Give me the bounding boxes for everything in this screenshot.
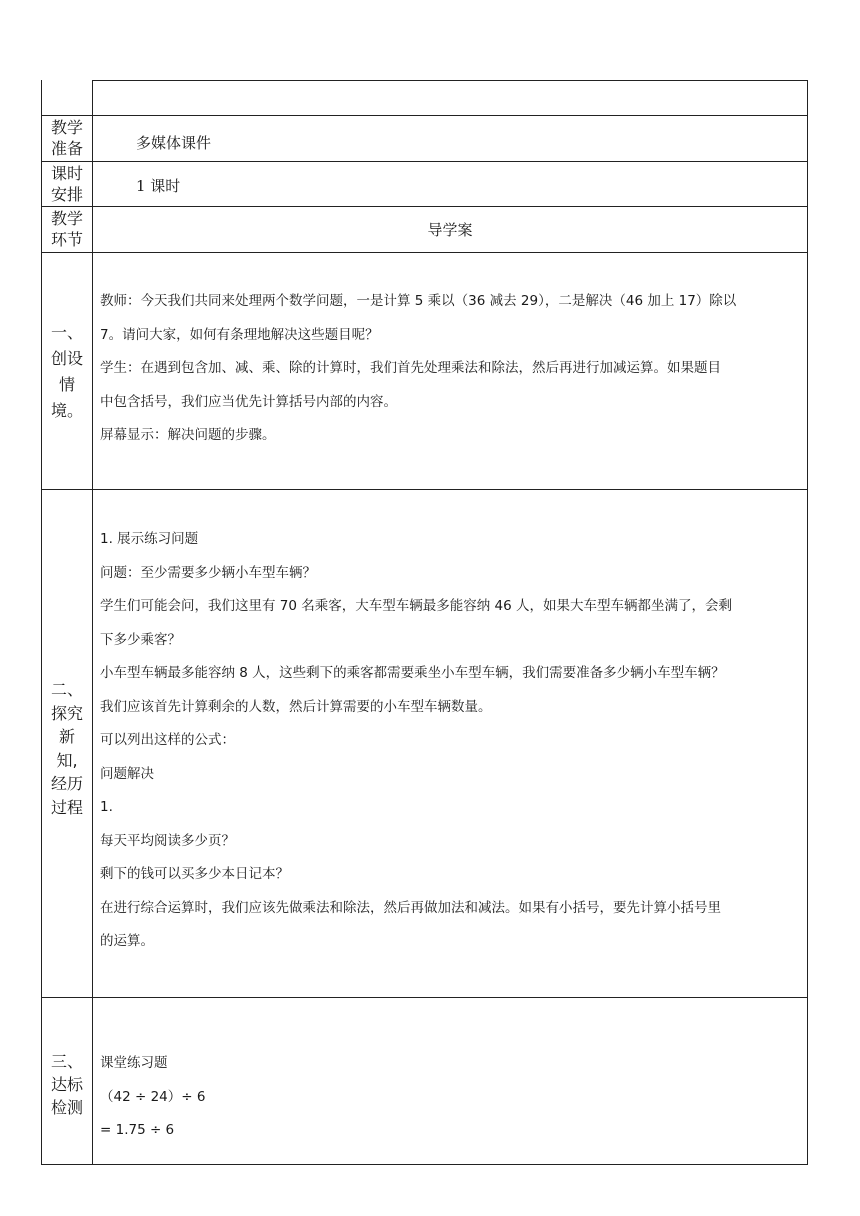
section2-label-line: 探究 (50, 703, 83, 723)
row-rule (42, 206, 807, 207)
section2-line: 1. (100, 799, 113, 815)
row-rule (42, 252, 807, 253)
hours-label-line: 安排 (50, 185, 83, 204)
section1-line: 中包含括号，我们应当优先计算括号内部的内容。 (100, 393, 397, 410)
section2-line: 剩下的钱可以买多少本日记本？ (100, 866, 289, 882)
section1-label-line: 情 (58, 375, 75, 394)
section1-label-line: 一、 (50, 323, 83, 342)
prep-label-line: 准备 (50, 139, 83, 158)
section2-line: 问题解决 (100, 765, 154, 782)
section1-content (100, 285, 801, 453)
row-rule (42, 161, 807, 162)
plan-header: 导学案 (427, 221, 473, 239)
section3-line: （42 ÷ 24）÷ 6 (100, 1088, 206, 1105)
section2-line: 每天平均阅读多少页？ (100, 832, 235, 849)
section2-label-line: 过程 (50, 797, 83, 817)
section2-content (100, 523, 801, 959)
section2-line: 问题：至少需要多少辆小车型车辆？ (100, 564, 316, 581)
section3-content (100, 1047, 801, 1148)
section1-label (42, 320, 92, 424)
section2-line: 1. 展示练习问题 (100, 531, 199, 547)
section1-line: 教师：今天我们共同来处理两个数学问题，一是计算 5 乘以（36 减去 29），二是解决（46 加上 17）除以 (100, 293, 737, 309)
section2-label-line: 知, (56, 750, 78, 770)
stage-label (42, 208, 92, 250)
prep-label-line: 教学 (50, 118, 83, 137)
row-rule (42, 489, 807, 490)
row-rule (92, 80, 807, 81)
section2-label-line: 二、 (50, 680, 83, 699)
lesson-plan-table (41, 80, 808, 1165)
section2-line: 我们应该首先计算剩余的人数，然后计算需要的小车型车辆数量。 (100, 698, 492, 715)
stage-label-line: 教学 (50, 209, 83, 228)
section2-line: 可以列出这样的公式： (100, 732, 235, 748)
section3-label (42, 1050, 92, 1119)
section3-label-line: 达标 (50, 1075, 83, 1094)
section1-label-line: 境。 (50, 401, 83, 420)
section2-line: 的运算。 (100, 933, 154, 949)
section2-label-line: 新 (58, 727, 75, 746)
section1-label-line: 创设 (50, 349, 83, 368)
section3-label-line: 三、 (50, 1052, 83, 1071)
prep-label (42, 117, 92, 159)
hours-label (42, 163, 92, 205)
section1-line: 屏幕显示：解决问题的步骤。 (100, 427, 276, 443)
prep-content: 多媒体课件 (136, 134, 212, 152)
hours-content: 1 课时 (136, 177, 181, 195)
section2-label-line: 经历 (50, 774, 83, 793)
hours-label-line: 课时 (50, 164, 83, 183)
section3-label-line: 检测 (50, 1098, 83, 1117)
stage-label-line: 环节 (50, 230, 83, 249)
section2-line: 小车型车辆最多能容纳 8 人，这些剩下的乘客都需要乘坐小车型车辆，我们需要准备多少辆小车型车辆？ (100, 665, 725, 681)
row-rule (42, 997, 807, 998)
section3-line: = 1.75 ÷ 6 (100, 1122, 175, 1138)
section2-line: 下多少乘客？ (100, 631, 181, 648)
section2-line: 在进行综合运算时，我们应该先做乘法和除法，然后再做加法和减法。如果有小括号，要先计算小括号里 (100, 899, 721, 916)
section2-line: 学生们可能会问，我们这里有 70 名乘客，大车型车辆最多能容纳 46 人，如果大车型车辆都坐满了，会剩 (100, 598, 733, 614)
section2-label (42, 678, 92, 819)
row-rule (42, 115, 807, 116)
column-divider (92, 80, 93, 1164)
section1-line: 学生：在遇到包含加、减、乘、除的计算时，我们首先处理乘法和除法，然后再进行加减运算。如果题目 (100, 360, 721, 376)
section1-line: 7。请问大家，如何有条理地解决这些题目呢？ (100, 326, 379, 343)
section3-line: 课堂练习题 (100, 1055, 168, 1071)
